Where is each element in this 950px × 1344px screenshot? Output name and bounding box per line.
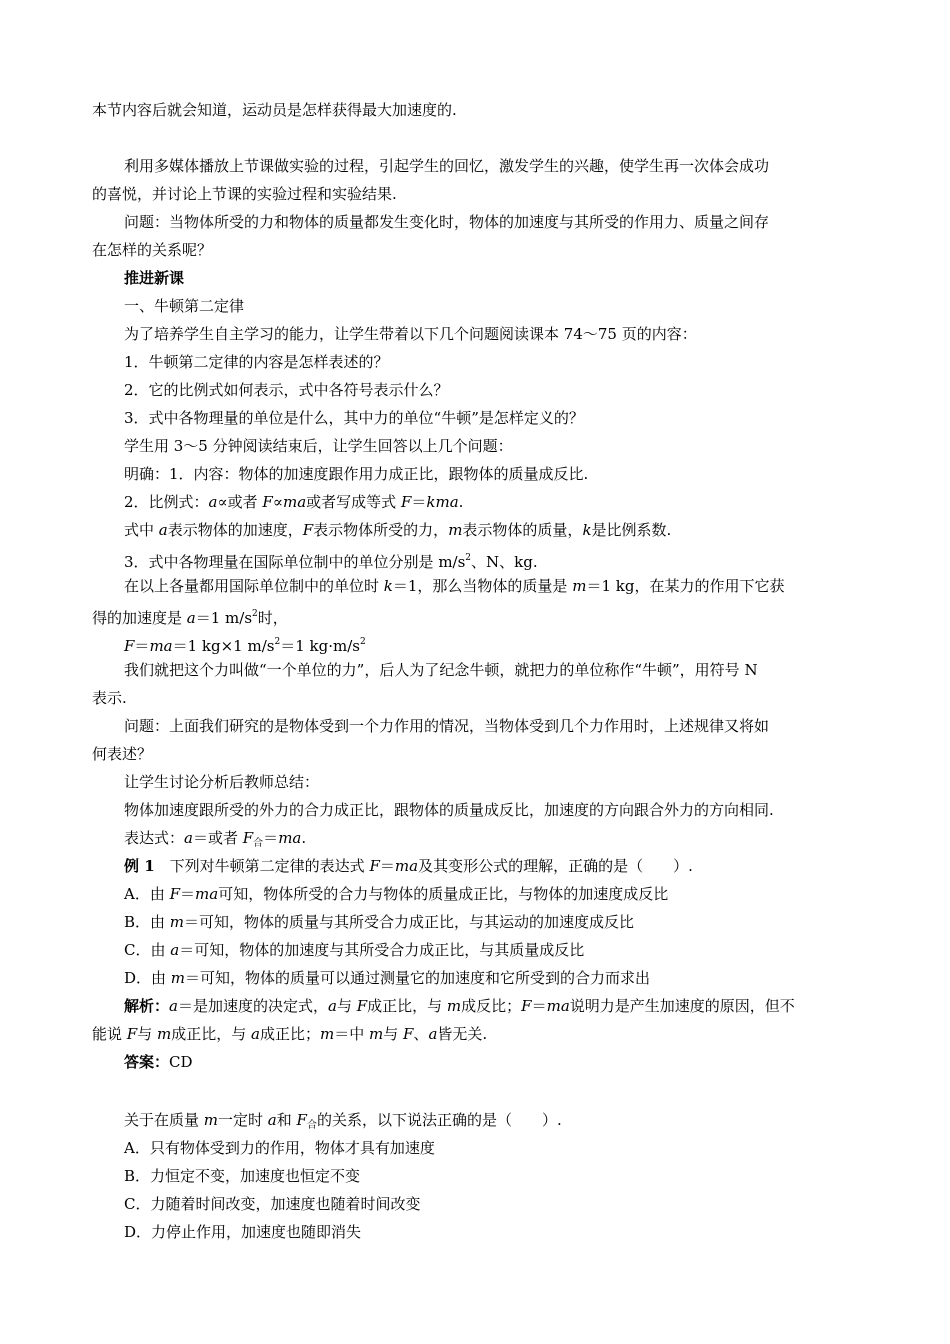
example1-option-b: B．由 m＝可知，物体的质量与其所受合力成正比，与其运动的加速度成反比 xyxy=(124,913,635,931)
clarify-proportion: 2．比例式：a∝或者 F∝ma或者写成等式 F＝kma. xyxy=(124,493,464,511)
example1-analysis-line1: 解析：a＝是加速度的决定式，a与 F成正比，与 m成反比；F＝ma说明力是产生加速度的原因，但不 xyxy=(124,997,795,1015)
law-expression: 表达式：a＝或者 $F_合=ma$. xyxy=(124,829,307,849)
exercise-stem: 关于在质量 m一定时 a和 $F_合$的关系，以下说法正确的是（ ）. xyxy=(124,1111,562,1131)
unit-def-line1: 在以上各量都用国际单位制中的单位时 k＝1，那么当物体的质量是 m＝1 kg，在某力的作用下它获 xyxy=(124,577,785,595)
review-paragraph-line2: 的喜悦，并讨论上节课的实验过程和实验结果. xyxy=(92,185,397,203)
reading-question-1: 1．牛顿第二定律的内容是怎样表述的？ xyxy=(124,353,389,371)
section-heading: 推进新课 xyxy=(124,269,185,287)
reading-after: 学生用 3～5 分钟阅读结束后，让学生回答以上几个问题： xyxy=(124,437,513,455)
unit-def-line2: 得的加速度是 a＝1 $m/s^2$时， xyxy=(92,609,288,627)
subsection-title: 一、牛顿第二定律 xyxy=(124,297,245,315)
reading-question-3: 3．式中各物理量的单位是什么，其中力的单位“牛顿”是怎样定义的？ xyxy=(124,409,584,427)
clarify-units: 3．式中各物理量在国际单位制中的单位分别是 $m/s^2$、N、kg. xyxy=(124,553,538,571)
newton-unit-line2: 表示. xyxy=(92,689,127,707)
example1-analysis-line2: 能说 F与 m成正比，与 a成正比；m＝中 m与 F、a皆无关. xyxy=(92,1025,488,1043)
law-summary: 物体加速度跟所受的外力的合力成正比，跟物体的质量成反比，加速度的方向跟合外力的方向相同. xyxy=(124,801,774,819)
example1-option-a: A．由 F＝ma可知，物体所受的合力与物体的质量成正比，与物体的加速度成反比 xyxy=(124,885,669,903)
example1-answer: 答案：CD xyxy=(124,1053,193,1071)
reading-intro: 为了培养学生自主学习的能力，让学生带着以下几个问题阅读课本 74～75 页的内容： xyxy=(124,325,697,343)
review-question-line2: 在怎样的关系呢？ xyxy=(92,241,213,259)
exercise-option-b: B．力恒定不变，加速度也恒定不变 xyxy=(124,1167,361,1185)
review-question-line1: 问题：当物体所受的力和物体的质量都发生变化时，物体的加速度与其所受的作用力、质量之间存 xyxy=(124,213,770,231)
unit-def-formula: F＝ma＝1 kg×1 $m/s^2=1$ $kg\cdot m/s^2$ xyxy=(124,637,366,655)
exercise-option-a: A．只有物体受到力的作用，物体才具有加速度 xyxy=(124,1139,435,1157)
example1-label: 例 1 xyxy=(124,857,155,875)
multi-force-question-line2: 何表述？ xyxy=(92,745,153,763)
newton-unit-line1: 我们就把这个力叫做“一个单位的力”，后人为了纪念牛顿，就把力的单位称作“牛顿”，用符号 N xyxy=(124,661,758,679)
exercise-option-c: C．力随着时间改变，加速度也随着时间改变 xyxy=(124,1195,421,1213)
example1-option-d: D．由 m＝可知，物体的质量可以通过测量它的加速度和它所受到的合力而求出 xyxy=(124,969,651,987)
example1-option-c: C．由 a＝可知，物体的加速度与其所受合力成正比，与其质量成反比 xyxy=(124,941,585,959)
multi-force-question-line1: 问题：上面我们研究的是物体受到一个力作用的情况，当物体受到几个力作用时，上述规律又将如 xyxy=(124,717,770,735)
discussion-note: 让学生讨论分析后教师总结： xyxy=(124,773,320,791)
reading-question-2: 2．它的比例式如何表示，式中各符号表示什么？ xyxy=(124,381,449,399)
intro-tail-line: 本节内容后就会知道，运动员是怎样获得最大加速度的. xyxy=(92,101,457,119)
exercise-option-d: D．力停止作用，加速度也随即消失 xyxy=(124,1223,362,1241)
review-paragraph-line1: 利用多媒体播放上节课做实验的过程，引起学生的回忆，激发学生的兴趣，使学生再一次体会成功 xyxy=(124,157,770,175)
example1-stem: 例 1 下列对牛顿第二定律的表达式 F＝ma及其变形公式的理解，正确的是（ ）. xyxy=(124,857,693,875)
clarify-content: 明确：1．内容：物体的加速度跟作用力成正比，跟物体的质量成反比. xyxy=(124,465,589,483)
clarify-symbols: 式中 a表示物体的加速度，F表示物体所受的力，m表示物体的质量，k是比例系数. xyxy=(124,521,672,539)
